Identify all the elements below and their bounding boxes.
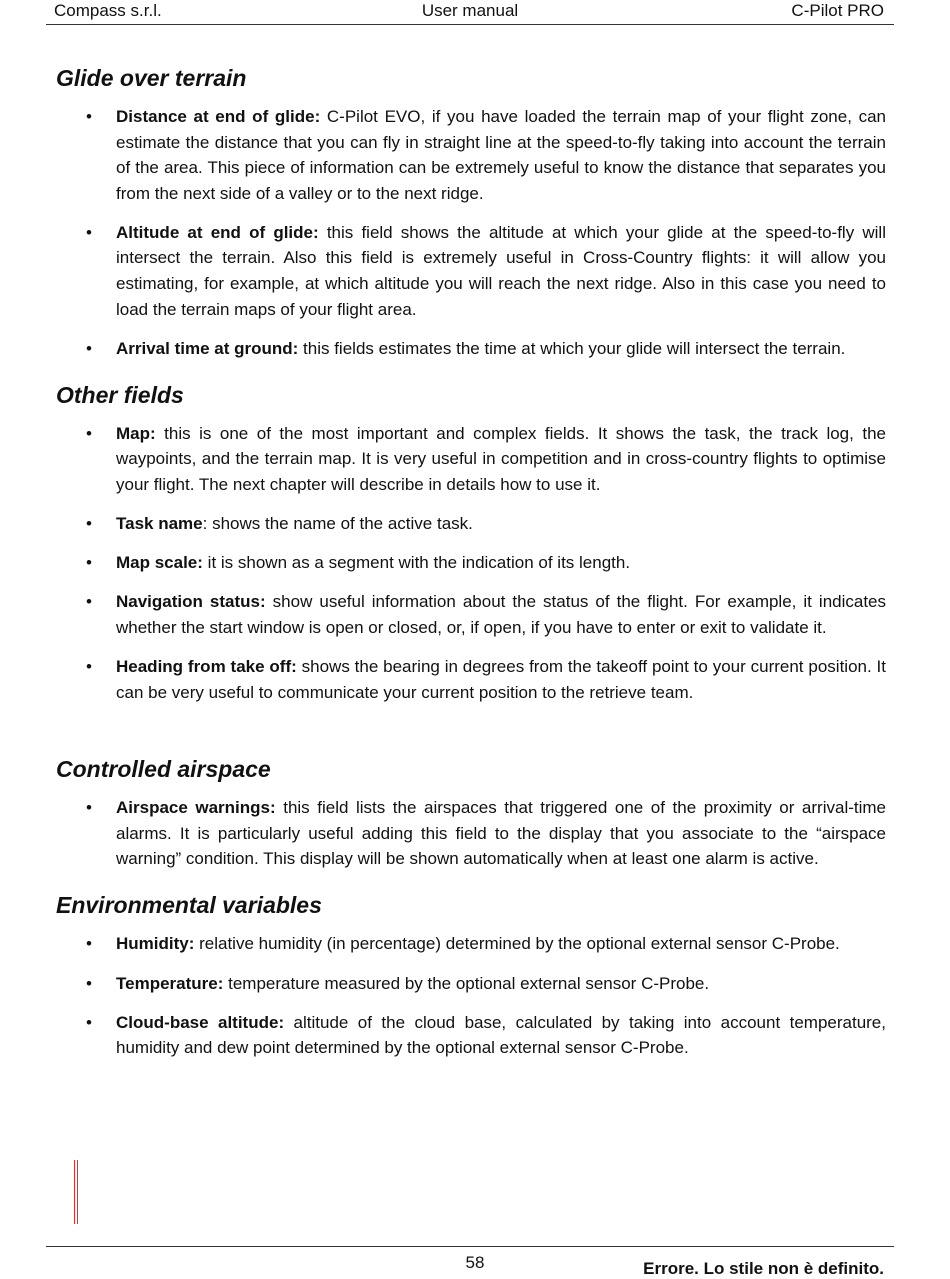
footer-divider — [46, 1246, 894, 1247]
bullet-icon: • — [86, 423, 92, 443]
item-term: Map: — [116, 423, 156, 443]
header-product: C-Pilot PRO — [791, 1, 884, 20]
revision-change-bar — [74, 1160, 75, 1224]
item-text: : shows the name of the active task. — [202, 514, 473, 534]
item-text: C-Pilot EVO, if you have loaded the terrain map of your flight zone, can estimate the distance that you can fly in straight line at the speed-to-fly taking into account the terrain of the area. This piece of information can be extremely useful to know the distance that separates you from the next side of a valley or to the next ridge. — [116, 107, 886, 203]
list-item — [56, 971, 886, 997]
section-other-fields — [56, 375, 886, 705]
item-text: show useful information about the status of the flight. For example, it indicates whether the start window is open or closed, or, if open, if you have to enter or exit to validate it. — [116, 592, 887, 637]
section-glide-over-terrain — [56, 58, 886, 361]
bullet-icon: • — [86, 553, 92, 573]
item-term: Heading from take off: — [116, 657, 297, 676]
list-item — [56, 220, 886, 322]
item-text: this fields estimates the time at which your glide will intersect the terrain. — [298, 338, 846, 358]
bullet-icon: • — [86, 973, 92, 993]
footer-error-text: Errore. Lo stile non è definito. — [643, 1259, 884, 1278]
item-term: Temperature: — [116, 973, 224, 993]
bullet-icon: • — [86, 514, 92, 534]
item-term: Cloud-base altitude: — [116, 1012, 285, 1032]
page-number: 58 — [465, 1253, 485, 1272]
bullet-icon: • — [86, 107, 92, 126]
item-term: Arrival time at ground: — [116, 338, 299, 358]
section-environmental-variables — [56, 885, 886, 1060]
item-text: altitude of the cloud base, calculated by taking into account temperature, humidity and dew point determined by the optional external sensor C-Probe. — [116, 1012, 886, 1058]
item-text: this is one of the most important and complex fields. It shows the task, the track log, the waypoints, and the terrain map. It is very useful in competition and in cross-country flights to optimise your flight. The next chapter will describe in details how to use it. — [116, 423, 886, 495]
item-text: it is shown as a segment with the indication of its length. — [202, 553, 631, 573]
bullet-icon: • — [86, 592, 92, 612]
item-term: Airspace warnings: — [116, 798, 276, 818]
list-item — [56, 1010, 886, 1061]
item-text: this field lists the airspaces that triggered one of the proximity or arrival-time alarms. It is particularly useful adding this field to the display that you associate to the “airspace warning” condition. This display will be shown automatically when at least one alarm is active. — [116, 798, 886, 869]
list-item — [56, 589, 886, 640]
item-text: shows the bearing in degrees from the takeoff point to your current position. It can be very useful to communicate your current position to the retrieve team. — [116, 657, 886, 702]
section-controlled-airspace — [56, 749, 886, 872]
revision-change-bar — [77, 1160, 78, 1224]
list-item — [56, 336, 886, 362]
bullet-list — [56, 795, 886, 872]
bullet-icon: • — [86, 338, 92, 358]
list-item — [56, 795, 886, 872]
item-term: Humidity: — [116, 934, 195, 954]
bullet-list — [56, 104, 886, 361]
header-doc-title: User manual — [421, 1, 519, 20]
item-text: relative humidity (in percentage) determined by the optional external sensor C-Probe. — [194, 934, 840, 954]
list-item — [56, 654, 886, 705]
header-company: Compass s.r.l. — [54, 1, 162, 20]
bullet-icon: • — [86, 798, 92, 818]
page-body — [56, 58, 886, 1074]
bullet-icon: • — [86, 934, 92, 954]
bullet-list — [56, 931, 886, 1060]
item-term: Map scale: — [116, 553, 203, 573]
item-text: this field shows the altitude at which your glide at the speed-to-fly will intersect the terrain. Also this field is extremely useful in Cross-Country flights: it will allow you estimating, for example, at which altitude you will reach the next ridge. Also in this case you need to load the terrain maps of your flight area. — [116, 222, 886, 319]
bullet-icon: • — [86, 1012, 92, 1032]
list-item — [56, 421, 886, 498]
item-term: Altitude at end of glide: — [116, 222, 319, 242]
item-term: Navigation status: — [116, 592, 266, 612]
bullet-icon: • — [86, 222, 92, 242]
item-text: temperature measured by the optional external sensor C-Probe. — [223, 973, 710, 993]
list-item — [56, 550, 886, 576]
item-term: Distance at end of glide: — [116, 107, 321, 126]
bullet-list — [56, 421, 886, 705]
bullet-icon: • — [86, 657, 92, 676]
list-item — [56, 104, 886, 206]
section-heading: Controlled airspace — [56, 756, 271, 783]
item-term: Task name — [116, 514, 203, 534]
section-heading: Environmental variables — [56, 892, 322, 919]
list-item — [56, 931, 886, 957]
section-heading: Other fields — [56, 381, 184, 408]
section-heading: Glide over terrain — [56, 65, 247, 91]
list-item — [56, 511, 886, 537]
page-header — [46, 0, 894, 25]
